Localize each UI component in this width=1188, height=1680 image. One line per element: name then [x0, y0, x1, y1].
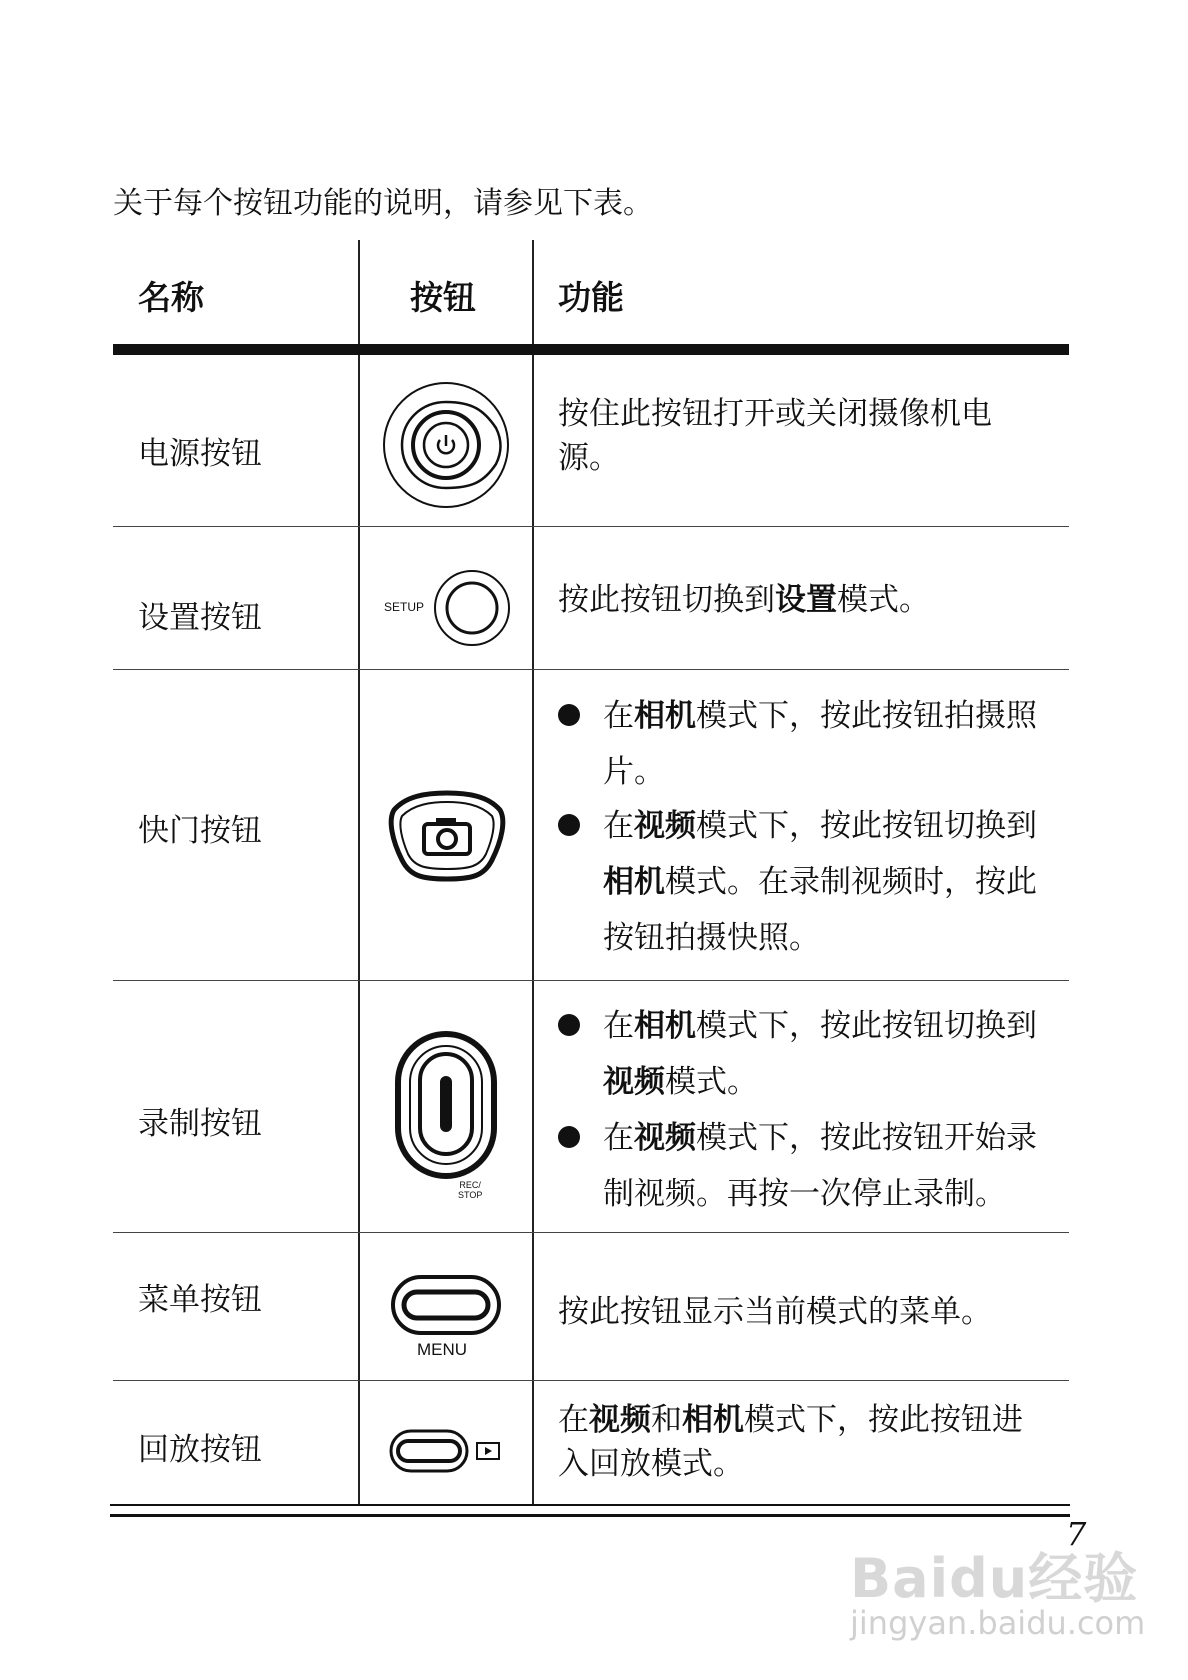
row-name-playback: 回放按钮 [138, 1432, 262, 1468]
row-divider [113, 526, 1069, 527]
menu-button-icon [390, 1274, 502, 1336]
bullet-record-1: 在相机模式下，按此按钮切换到 视频模式。 [558, 998, 1058, 1110]
header-function: 功能 [558, 278, 624, 317]
table-bottom-rule [110, 1504, 1070, 1506]
bullet-dot [558, 704, 580, 726]
row-name-record: 录制按钮 [138, 1106, 262, 1142]
row-func-playback: 在视频和相机模式下，按此按钮进 入回放模式。 [558, 1402, 1023, 1482]
bullet-dot [558, 814, 580, 836]
column-divider-2 [532, 240, 534, 1504]
column-divider-1 [358, 240, 360, 1504]
page-footer-rule [110, 1514, 1070, 1517]
setup-label: SETUP [384, 600, 425, 614]
bullet-shutter-2: 在视频模式下，按此按钮切换到 相机模式。在录制视频时，按此 按钮拍摄快照。 [558, 798, 1058, 966]
play-icon [476, 1442, 500, 1460]
rec-stop-label: REC/ STOP [458, 1180, 483, 1200]
row-divider [113, 669, 1069, 670]
bullet-record-2: 在视频模式下，按此按钮开始录 制视频。再按一次停止录制。 [558, 1110, 1058, 1222]
bullet-dot [558, 1014, 580, 1036]
menu-label: MENU [417, 1340, 468, 1359]
record-button-icon [394, 1030, 498, 1180]
camera-icon [386, 790, 508, 882]
playback-button-icon [388, 1428, 470, 1474]
page-number: 7 [1066, 1515, 1087, 1553]
row-func-menu: 按此按钮显示当前模式的菜单。 [558, 1294, 992, 1330]
bullet-shutter-1: 在相机模式下，按此按钮拍摄照 片。 [558, 688, 1058, 800]
header-button: 按钮 [410, 278, 476, 317]
bullet-dot [558, 1126, 580, 1148]
row-name-power: 电源按钮 [138, 436, 262, 472]
row-name-setup: 设置按钮 [138, 600, 262, 636]
row-name-menu: 菜单按钮 [138, 1282, 262, 1318]
row-divider [113, 980, 1069, 981]
header-rule [113, 344, 1069, 355]
header-name: 名称 [138, 278, 204, 317]
power-button-icon [380, 380, 516, 510]
row-divider [113, 1380, 1069, 1381]
watermark-brand: Baidu经验 [850, 1547, 1139, 1610]
row-divider [113, 1232, 1069, 1233]
row-func-power-line1: 按住此按钮打开或关闭摄像机电 [558, 396, 992, 432]
watermark-url: jingyan.baidu.com [850, 1604, 1146, 1642]
intro-text: 关于每个按钮功能的说明，请参见下表。 [113, 186, 653, 221]
setup-button-icon [432, 568, 512, 648]
row-func-power-line2: 源。 [558, 440, 620, 476]
row-name-shutter: 快门按钮 [138, 813, 262, 849]
row-func-setup: 按此按钮切换到设置模式。 [558, 582, 930, 618]
